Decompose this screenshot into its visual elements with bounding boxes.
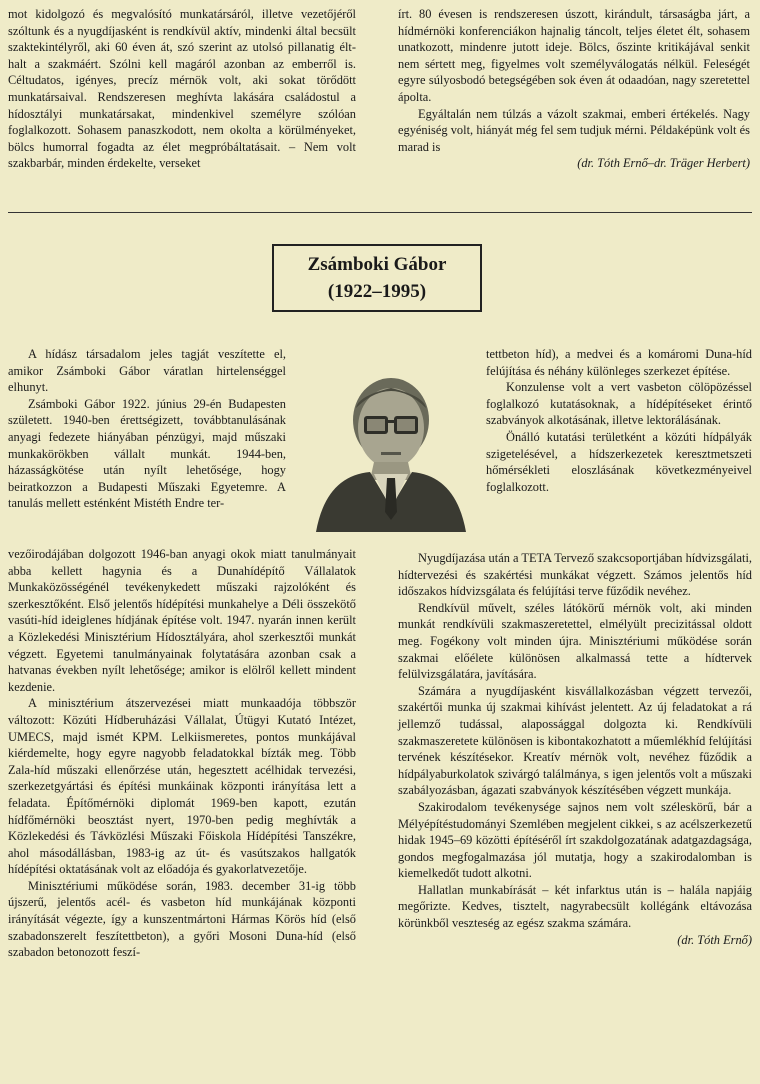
previous-obituary-text-left: mot kidolgozó és megvalósító munkatársáról, illetve vezetőjéről szóltunk és a nyugdíjasként is rendkívül aktív, mindenki által becsült szaktekintélyről, aki 60 éven át, szó szerint az utolsó pillanatig élt-halt a szakmáért. Szólni kell magáról azonban az emberről is. Céltudatos, igényes, precíz mérnök volt, aki sokat törődött munkatársaival. Rendszeresen meghívta lakására családostul a hídosztályi munkatársakat, mindenkivel személyre szólóan foglalkozott. Sohasem panaszkodott, nem okolta a körülményeket, bölcs humorral fogadta az élet megpróbáltatásait. – Nem volt szakbarbár, minden érdekelte, verseket [8, 7, 356, 171]
article-paragraph: Minisztériumi működése során, 1983. december 31-ig több újszerű, jelentős acél- és vasbeton híd munkájának központi irányítását végezte, így a kunszentmártoni Hármas Körös híd (első szabadonszerelt feszítettbeton), a győri Mosoni Duna-híd (első szabadon betonozott feszí- [8, 878, 356, 960]
article-paragraph: tettbeton híd), a medvei és a komáromi Duna-híd felújítása és néhány különleges szerkezet építése. [486, 347, 752, 378]
obituary-title-box [272, 244, 482, 312]
article-paragraph: A hídász társadalom jeles tagját veszítette el, amikor Zsámboki Gábor váratlan hirtelenséggel elhunyt. [8, 347, 286, 395]
portrait-photo-icon [296, 372, 486, 532]
portrait-photo [296, 372, 486, 532]
previous-obituary-signature: (dr. Tóth Ernő–dr. Träger Herbert) [577, 156, 750, 171]
article-paragraph: Rendkívül művelt, széles látókörű mérnök volt, aki minden munkát rendkívüli szakmaszeretettel, elmélyült precizitással oldott meg. Fogékony volt minden újra. Minisztériumi működése során szakmai előélete különösen alkalmassá tette a hídtervek felülvizsgálatára, javítására. [398, 600, 752, 682]
article-paragraph: Nyugdíjazása után a TETA Tervező szakcsoportjában hídvizsgálati, hídtervezési és szakértési munkákat végzett. Számos jelentős híd időszakos hídvizsgálata és felújítási terve fűződik nevéhez. [398, 551, 752, 599]
article-paragraph: A minisztérium átszervezései miatt munkaadója többször változott: Közúti Hídberuházási Vállalat, Útügyi Kutató Intézet, UMECS, majd ismét KPM. Lelkiismeretes, pontos munkájával kiérdemelte, hogy egyre nagyobb feladatokkal bízták meg. Több Zala-híd műszaki ellenőrzése után, hegesztett acélhidak tervezési, szerkezetgyártási és építési munkáinak központi irányítása lett a feladata. Építőmérnöki diplomát 1969-ben kapott, ezután hídfőmérnöki beosztást nyert, 1970-ben pedig meghívták a Közlekedési és Távközlési Műszaki Főiskola Hídépítési Tanszékre, ahol másodállásban, 1983-ig az út- és vasútszakos hallgatók hídépítési oktatásának volt az előadója és gyakorlatvezetője. [8, 696, 356, 877]
article-left-wrap-column [8, 346, 286, 512]
top-right-column [398, 6, 750, 172]
article-paragraph: Szakirodalom tevékenysége sajnos nem volt széleskörű, bár a Mélyépítéstudományi Szemlében megjelent cikkei, s az acélszerkezetű hidak 1945–69 közötti építéséről írt szakdolgozatának adatgazdagsága, gondos megfogalmazása jól mutatja, hogy a szakirodalomban is kiemelkedőt tudott alkotni. [398, 799, 752, 881]
article-paragraph: Hallatlan munkabírását – két infarktus után is – halála napjáig megőrizte. Kedves, tisztelt, nagyrabecsült kollégánk eltávozása körünkből veszteség az egész szakma számára. [398, 882, 752, 931]
article-paragraph: Zsámboki Gábor 1922. június 29-én Budapesten született. 1940-ben érettségizett, továbbtanulásának anyagi fedezete hiányában pénzügyi, majd műszaki munkakörökben vállalt munkát. 1944-ben, házasságkötése után nyílt lehetősége, hogy beiratkozzon a Budapesti Műszaki Egyetemre. A tanulás mellett esténként Mistéth Endre ter- [8, 396, 286, 511]
article-paragraph: Számára a nyugdíjasként kisvállalkozásban végzett tervezői, szakértői munka új szakmai kihívást jelentett. Az új feladatokat a rá jellemző tudással, alapossággal dolgozta ki. Rendkívüli szakmaszeretete különösen is kibontakozhatott a műemlékhíd felújítási tervének készítésekor. Kreatív mérnök volt, nevéhez fűződik a hídpályaburkolatok szivárgó találmánya, s igen jelentős volt a műszaki szabályozásban, ágazati szabványok készítésében végzett munkája. [398, 683, 752, 798]
section-divider [8, 212, 752, 213]
top-left-column [8, 6, 356, 172]
obituary-name: Zsámboki Gábor [307, 254, 447, 275]
article-left-column [8, 546, 356, 961]
article-paragraph: Önálló kutatási területként a közúti hídpályák szigetelésével, a hídszerkezetek keresztmetszeti hőmérsékleti eloszlásának következményeivel foglalkozott. [486, 429, 752, 494]
article-paragraph: vezőirodájában dolgozott 1946-ban anyagi okok miatt tanulmányait abba kellett hagynia és a Dunahídépítő Vállalatok Munkaközösségénél tevékenykedett műszaki rajzolóként és szerkesztőként. Első jelentős hídépítési munkahelye a Déli összekötő vasúti-híd ideiglenes hídjának építése volt. 1947. nyarán innen került a Közlekedési Minisztérium Hídosztályára, ahol szerkesztői munkát végzett. Egyetemi tanulmányainak folytatására azonban csak a hatvanas években nyílt lehetősége; amikor is elölről kellett mindent kezdenie. [8, 547, 356, 694]
obituary-years: (1922–1995) [327, 281, 427, 302]
previous-obituary-closing: Egyáltalán nem túlzás a vázolt szakmai, emberi értékelés. Nagy egyéniség volt, hiányát még fel sem tudjuk mérni. Példaképünk volt és marad is [398, 106, 750, 154]
article-paragraph: Konzulense volt a vert vasbeton cölöpözéssel foglalkozó kutatásoknak, a hídépítéseket érintő szabványok alkotásának, illetve lektorálásának. [486, 380, 752, 428]
article-right-wrap-column [486, 346, 752, 495]
article-right-column [398, 550, 752, 948]
article-signature: (dr. Tóth Ernő) [677, 932, 752, 947]
previous-obituary-text-right: írt. 80 évesen is rendszeresen úszott, kirándult, társaságba járt, a hídmérnöki konferenciákon hajnalig táncolt, teljes életet élt, sohasem unatkozott, mindenre jutott ideje. Bölcs, őszinte kritikájával senkit nem sértett meg, figyelmes volt személyválogatás nélkül. Feleségét egyre súlyosbodó betegségében sok éven át odaadóan, nagy szeretettel ápolta. [398, 7, 750, 104]
